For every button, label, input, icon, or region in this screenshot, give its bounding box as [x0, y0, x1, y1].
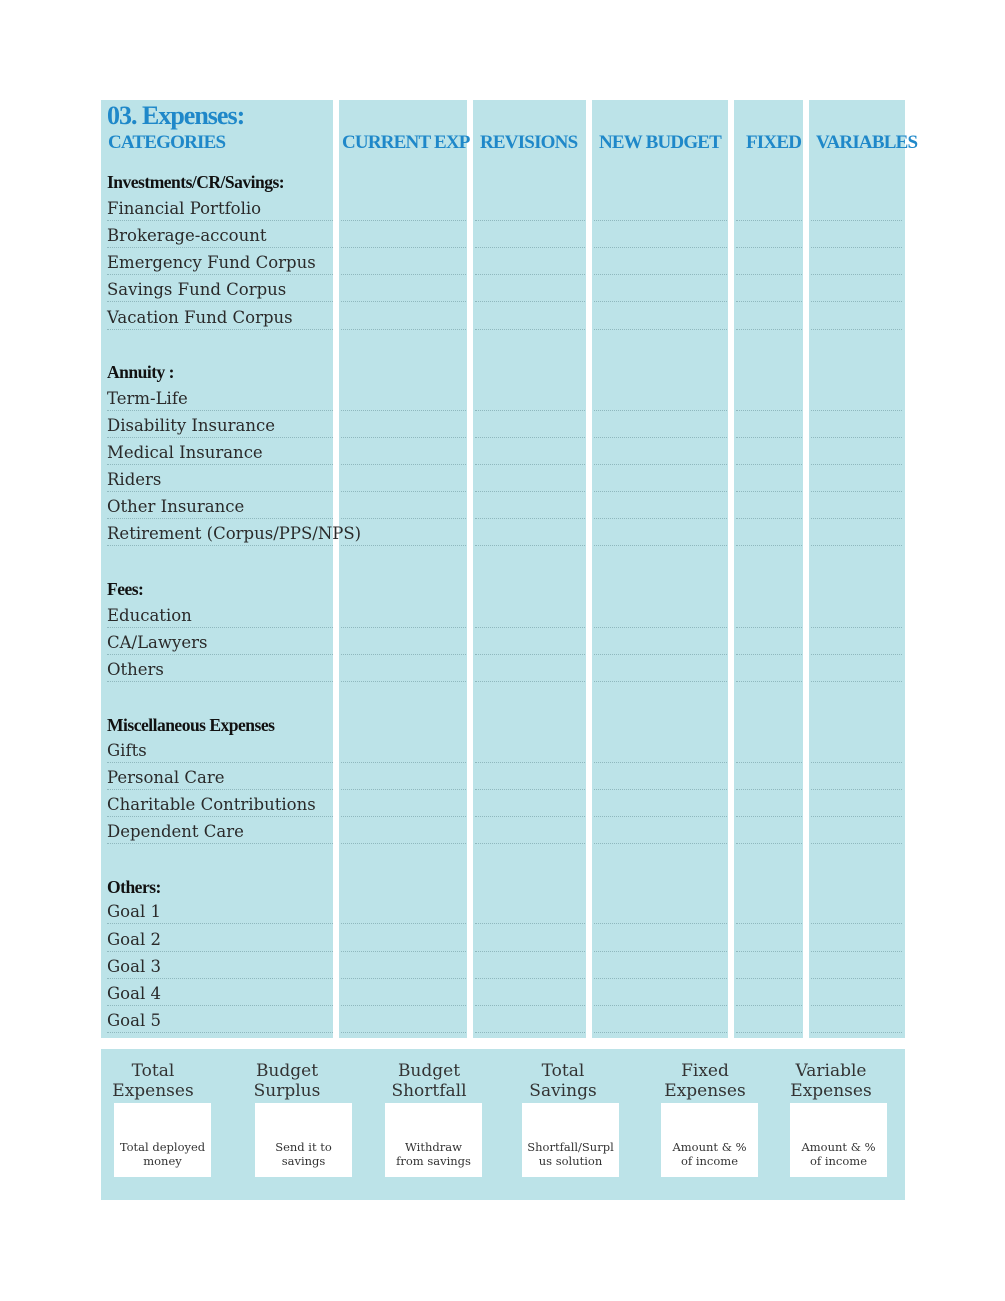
entry-line[interactable]: [475, 843, 585, 844]
entry-line[interactable]: [107, 274, 333, 275]
entry-line[interactable]: [107, 437, 333, 438]
entry-line[interactable]: [107, 923, 333, 924]
entry-line[interactable]: [736, 762, 802, 763]
section-heading-misc: Miscellaneous Expenses: [107, 715, 275, 735]
entry-line[interactable]: [341, 681, 466, 682]
entry-line[interactable]: [341, 627, 466, 628]
entry-line[interactable]: [594, 951, 727, 952]
entry-line[interactable]: [107, 681, 333, 682]
row-savings-fund-corpus: Savings Fund Corpus: [107, 280, 287, 299]
section-heading-investments: Investments/CR/Savings:: [107, 172, 285, 192]
section-heading-annuity: Annuity :: [107, 362, 174, 382]
row-brokerage-account: Brokerage-account: [107, 226, 267, 245]
entry-line[interactable]: [107, 951, 333, 952]
entry-line[interactable]: [341, 410, 466, 411]
row-retirement: Retirement (Corpus/PPS/NPS): [107, 524, 362, 543]
entry-line[interactable]: [475, 681, 585, 682]
summary-label-fixed-expenses: Fixed Expenses: [664, 1061, 746, 1101]
entry-line[interactable]: [475, 437, 585, 438]
entry-line[interactable]: [107, 1005, 333, 1006]
summary-box-budget-surplus[interactable]: [255, 1103, 352, 1177]
summary-box-variable-expenses[interactable]: [790, 1103, 887, 1177]
row-goal-3: Goal 3: [107, 957, 161, 976]
entry-line[interactable]: [594, 410, 727, 411]
summary-label-budget-shortfall: Budget Shortfall: [391, 1061, 467, 1101]
entry-line[interactable]: [107, 464, 333, 465]
page-title: 03. Expenses:: [107, 101, 245, 130]
entry-line[interactable]: [107, 654, 333, 655]
entry-line[interactable]: [811, 654, 902, 655]
entry-line[interactable]: [594, 437, 727, 438]
entry-line[interactable]: [475, 329, 585, 330]
entry-line[interactable]: [811, 1032, 902, 1033]
entry-line[interactable]: [475, 220, 585, 221]
entry-line[interactable]: [811, 491, 902, 492]
entry-line[interactable]: [475, 627, 585, 628]
entry-line[interactable]: [811, 518, 902, 519]
entry-line[interactable]: [475, 978, 585, 979]
header-categories: CATEGORIES: [108, 132, 226, 153]
entry-line[interactable]: [736, 843, 802, 844]
entry-line[interactable]: [341, 654, 466, 655]
entry-line[interactable]: [341, 274, 466, 275]
row-other-insurance: Other Insurance: [107, 497, 245, 516]
entry-line[interactable]: [594, 329, 727, 330]
current-exp-column: [339, 100, 467, 1038]
entry-line[interactable]: [736, 681, 802, 682]
summary-label-total-expenses: Total Expenses: [112, 1061, 194, 1101]
entry-line[interactable]: [341, 437, 466, 438]
entry-line[interactable]: [107, 518, 333, 519]
entry-line[interactable]: [736, 247, 802, 248]
new-budget-column: [592, 100, 728, 1038]
entry-line[interactable]: [107, 627, 333, 628]
row-emergency-fund-corpus: Emergency Fund Corpus: [107, 253, 316, 272]
summary-box-budget-shortfall[interactable]: [385, 1103, 482, 1177]
entry-line[interactable]: [736, 274, 802, 275]
entry-line[interactable]: [475, 274, 585, 275]
entry-line[interactable]: [341, 247, 466, 248]
entry-line[interactable]: [736, 329, 802, 330]
entry-line[interactable]: [107, 762, 333, 763]
entry-line[interactable]: [811, 951, 902, 952]
row-education: Education: [107, 606, 192, 625]
entry-line[interactable]: [736, 545, 802, 546]
entry-line[interactable]: [811, 923, 902, 924]
entry-line[interactable]: [475, 491, 585, 492]
entry-line[interactable]: [107, 301, 333, 302]
entry-line[interactable]: [594, 978, 727, 979]
revisions-column: [473, 100, 586, 1038]
entry-line[interactable]: [811, 301, 902, 302]
entry-line[interactable]: [811, 545, 902, 546]
entry-line[interactable]: [594, 681, 727, 682]
entry-line[interactable]: [594, 1032, 727, 1033]
summary-note-budget-surplus: Send it to savings: [275, 1140, 332, 1168]
section-heading-others: Others:: [107, 877, 161, 897]
entry-line[interactable]: [736, 789, 802, 790]
summary-note-variable-expenses: Amount & % of income: [801, 1140, 876, 1168]
header-revisions: REVISIONS: [480, 132, 578, 153]
entry-line[interactable]: [594, 274, 727, 275]
row-gifts: Gifts: [107, 741, 147, 760]
entry-line[interactable]: [341, 816, 466, 817]
summary-label-variable-expenses: Variable Expenses: [790, 1061, 872, 1101]
entry-line[interactable]: [341, 491, 466, 492]
entry-line[interactable]: [736, 951, 802, 952]
entry-line[interactable]: [341, 978, 466, 979]
entry-line[interactable]: [475, 923, 585, 924]
entry-line[interactable]: [107, 329, 333, 330]
entry-line[interactable]: [341, 923, 466, 924]
summary-note-total-expenses: Total deployed money: [119, 1140, 206, 1168]
entry-line[interactable]: [475, 816, 585, 817]
entry-line[interactable]: [811, 220, 902, 221]
entry-line[interactable]: [594, 1005, 727, 1006]
row-riders: Riders: [107, 470, 162, 489]
row-disability-insurance: Disability Insurance: [107, 416, 275, 435]
row-goal-5: Goal 5: [107, 1011, 161, 1030]
entry-line[interactable]: [594, 843, 727, 844]
entry-line[interactable]: [594, 627, 727, 628]
entry-line[interactable]: [811, 843, 902, 844]
entry-line[interactable]: [736, 923, 802, 924]
header-new-budget: NEW BUDGET: [599, 132, 722, 153]
entry-line[interactable]: [341, 789, 466, 790]
entry-line[interactable]: [736, 410, 802, 411]
entry-line[interactable]: [341, 220, 466, 221]
entry-line[interactable]: [341, 762, 466, 763]
entry-line[interactable]: [107, 843, 333, 844]
entry-line[interactable]: [475, 410, 585, 411]
entry-line[interactable]: [811, 789, 902, 790]
entry-line[interactable]: [341, 1005, 466, 1006]
section-heading-fees: Fees:: [107, 579, 144, 599]
header-variables: VARIABLES: [816, 132, 918, 153]
row-ca-lawyers: CA/Lawyers: [107, 633, 208, 652]
entry-line[interactable]: [475, 1005, 585, 1006]
summary-note-fixed-expenses: Amount & % of income: [672, 1140, 747, 1168]
fixed-column: [734, 100, 803, 1038]
entry-line[interactable]: [594, 491, 727, 492]
entry-line[interactable]: [736, 654, 802, 655]
summary-box-total-expenses[interactable]: [114, 1103, 211, 1177]
entry-line[interactable]: [475, 301, 585, 302]
header-current-exp: CURRENT EXP: [342, 132, 470, 153]
entry-line[interactable]: [811, 247, 902, 248]
row-personal-care: Personal Care: [107, 768, 225, 787]
entry-line[interactable]: [736, 1032, 802, 1033]
entry-line[interactable]: [475, 247, 585, 248]
entry-line[interactable]: [107, 978, 333, 979]
row-term-life: Term-Life: [107, 389, 188, 408]
entry-line[interactable]: [594, 545, 727, 546]
entry-line[interactable]: [341, 464, 466, 465]
entry-line[interactable]: [475, 654, 585, 655]
entry-line[interactable]: [475, 545, 585, 546]
entry-line[interactable]: [736, 220, 802, 221]
entry-line[interactable]: [594, 654, 727, 655]
summary-box-fixed-expenses[interactable]: [661, 1103, 758, 1177]
row-vacation-fund-corpus: Vacation Fund Corpus: [107, 308, 293, 327]
entry-line[interactable]: [811, 464, 902, 465]
row-goal-4: Goal 4: [107, 984, 161, 1003]
entry-line[interactable]: [594, 762, 727, 763]
entry-line[interactable]: [475, 464, 585, 465]
summary-note-budget-shortfall: Withdraw from savings: [396, 1140, 471, 1168]
entry-line[interactable]: [811, 329, 902, 330]
entry-line[interactable]: [107, 220, 333, 221]
entry-line[interactable]: [594, 464, 727, 465]
entry-line[interactable]: [475, 762, 585, 763]
entry-line[interactable]: [594, 247, 727, 248]
entry-line[interactable]: [341, 1032, 466, 1033]
header-fixed: FIXED: [746, 132, 802, 153]
entry-line[interactable]: [594, 220, 727, 221]
entry-line[interactable]: [341, 843, 466, 844]
entry-line[interactable]: [107, 1032, 333, 1033]
row-charitable-contributions: Charitable Contributions: [107, 795, 316, 814]
entry-line[interactable]: [594, 923, 727, 924]
summary-label-total-savings: Total Savings: [529, 1061, 597, 1101]
entry-line[interactable]: [736, 437, 802, 438]
row-goal-1: Goal 1: [107, 902, 161, 921]
entry-line[interactable]: [811, 762, 902, 763]
entry-line[interactable]: [341, 329, 466, 330]
entry-line[interactable]: [736, 816, 802, 817]
entry-line[interactable]: [594, 301, 727, 302]
entry-line[interactable]: [736, 491, 802, 492]
entry-line[interactable]: [107, 410, 333, 411]
entry-line[interactable]: [736, 464, 802, 465]
entry-line[interactable]: [107, 545, 333, 546]
summary-note-total-savings: Shortfall/Surpl us solution: [527, 1140, 614, 1168]
entry-line[interactable]: [341, 545, 466, 546]
entry-line[interactable]: [341, 518, 466, 519]
entry-line[interactable]: [811, 627, 902, 628]
entry-line[interactable]: [341, 301, 466, 302]
entry-line[interactable]: [475, 1032, 585, 1033]
entry-line[interactable]: [594, 518, 727, 519]
variables-column: [809, 100, 905, 1038]
entry-line[interactable]: [811, 410, 902, 411]
entry-line[interactable]: [107, 247, 333, 248]
entry-line[interactable]: [341, 951, 466, 952]
entry-line[interactable]: [594, 816, 727, 817]
entry-line[interactable]: [594, 789, 727, 790]
entry-line[interactable]: [736, 518, 802, 519]
entry-line[interactable]: [107, 491, 333, 492]
row-goal-2: Goal 2: [107, 930, 161, 949]
entry-line[interactable]: [107, 789, 333, 790]
entry-line[interactable]: [475, 518, 585, 519]
entry-line[interactable]: [475, 789, 585, 790]
entry-line[interactable]: [811, 437, 902, 438]
entry-line[interactable]: [811, 978, 902, 979]
entry-line[interactable]: [736, 627, 802, 628]
entry-line[interactable]: [736, 1005, 802, 1006]
entry-line[interactable]: [736, 978, 802, 979]
summary-box-total-savings[interactable]: [522, 1103, 619, 1177]
row-medical-insurance: Medical Insurance: [107, 443, 263, 462]
entry-line[interactable]: [475, 951, 585, 952]
entry-line[interactable]: [107, 816, 333, 817]
row-fees-others: Others: [107, 660, 164, 679]
entry-line[interactable]: [736, 301, 802, 302]
entry-line[interactable]: [811, 681, 902, 682]
summary-label-budget-surplus: Budget Surplus: [253, 1061, 321, 1101]
entry-line[interactable]: [811, 1005, 902, 1006]
entry-line[interactable]: [811, 274, 902, 275]
entry-line[interactable]: [811, 816, 902, 817]
row-financial-portfolio: Financial Portfolio: [107, 199, 262, 218]
row-dependent-care: Dependent Care: [107, 822, 244, 841]
